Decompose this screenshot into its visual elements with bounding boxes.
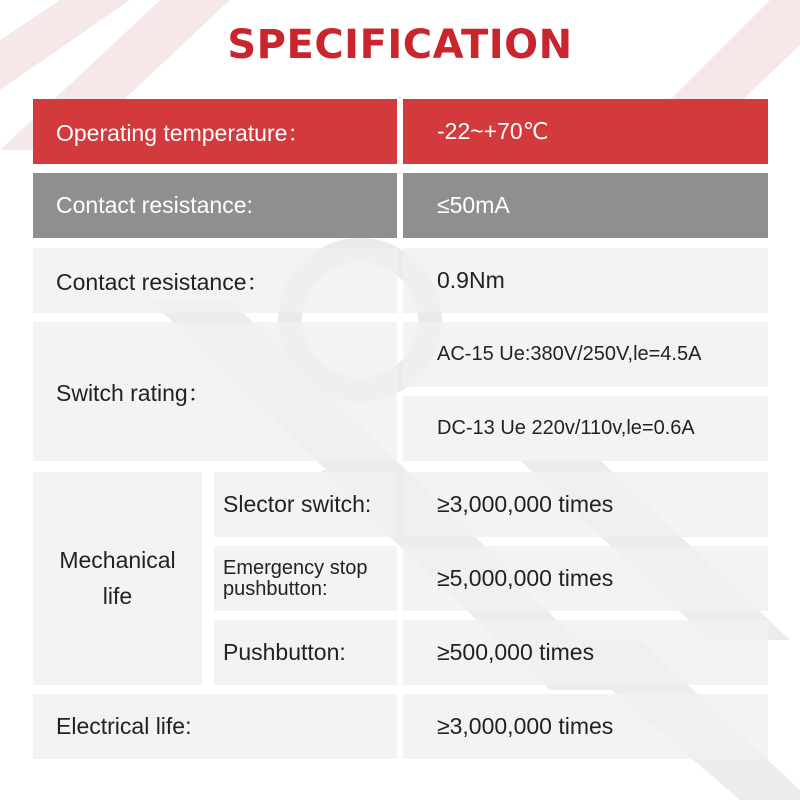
electrical-life-label <box>33 694 397 759</box>
switch-rating-dc-value <box>403 396 768 461</box>
emergency-stop-label <box>214 546 397 611</box>
electrical-life-label-text: Electrical life: <box>56 713 192 739</box>
pushbutton-label-text: Pushbutton: <box>223 639 346 665</box>
selector-switch-label <box>214 472 397 537</box>
mechanical-life-label <box>33 472 202 685</box>
operating-temperature-value <box>403 99 768 164</box>
contact-resistance-2-value-text: 0.9Nm <box>437 267 505 293</box>
contact-resistance-value-text: ≤50mA <box>437 192 510 218</box>
mechanical-life-label-line2: life <box>102 582 133 609</box>
electrical-life-value <box>403 694 768 759</box>
selector-switch-value <box>403 472 768 537</box>
contact-resistance-label <box>33 173 397 238</box>
electrical-life-value-text: ≥3,000,000 times <box>437 713 614 739</box>
selector-switch-value-text: ≥3,000,000 times <box>437 491 614 517</box>
contact-resistance-value <box>403 173 768 238</box>
switch-rating-ac-value <box>403 322 768 387</box>
operating-temperature-label-text: Operating temperature： <box>56 120 311 146</box>
page-title: SPECIFICATION <box>227 22 573 68</box>
operating-temperature-value-text: -22~+70℃ <box>437 118 549 144</box>
emergency-stop-label-line2: pushbutton: <box>223 577 328 600</box>
contact-resistance-2-label-text: Contact resistance： <box>56 269 270 295</box>
emergency-stop-value <box>403 546 768 611</box>
pushbutton-value-text: ≥500,000 times <box>437 639 595 665</box>
mechanical-life-label-line1: Mechanical <box>59 546 176 573</box>
contact-resistance-2-label <box>33 248 397 313</box>
emergency-stop-value-text: ≥5,000,000 times <box>437 565 614 591</box>
contact-resistance-2-value <box>403 248 768 313</box>
contact-resistance-label-text: Contact resistance: <box>56 192 253 218</box>
switch-rating-ac-value-text: AC-15 Ue:380V/250V,le=4.5A <box>437 343 702 365</box>
switch-rating-dc-value-text: DC-13 Ue 220v/110v,le=0.6A <box>437 417 695 439</box>
pushbutton-value <box>403 620 768 685</box>
selector-switch-label-text: Slector switch: <box>223 491 372 517</box>
switch-rating-label <box>33 322 397 461</box>
pushbutton-label <box>214 620 397 685</box>
switch-rating-label-text: Switch rating： <box>56 380 211 406</box>
operating-temperature-label <box>33 99 397 164</box>
emergency-stop-label-line1: Emergency stop <box>223 556 368 579</box>
